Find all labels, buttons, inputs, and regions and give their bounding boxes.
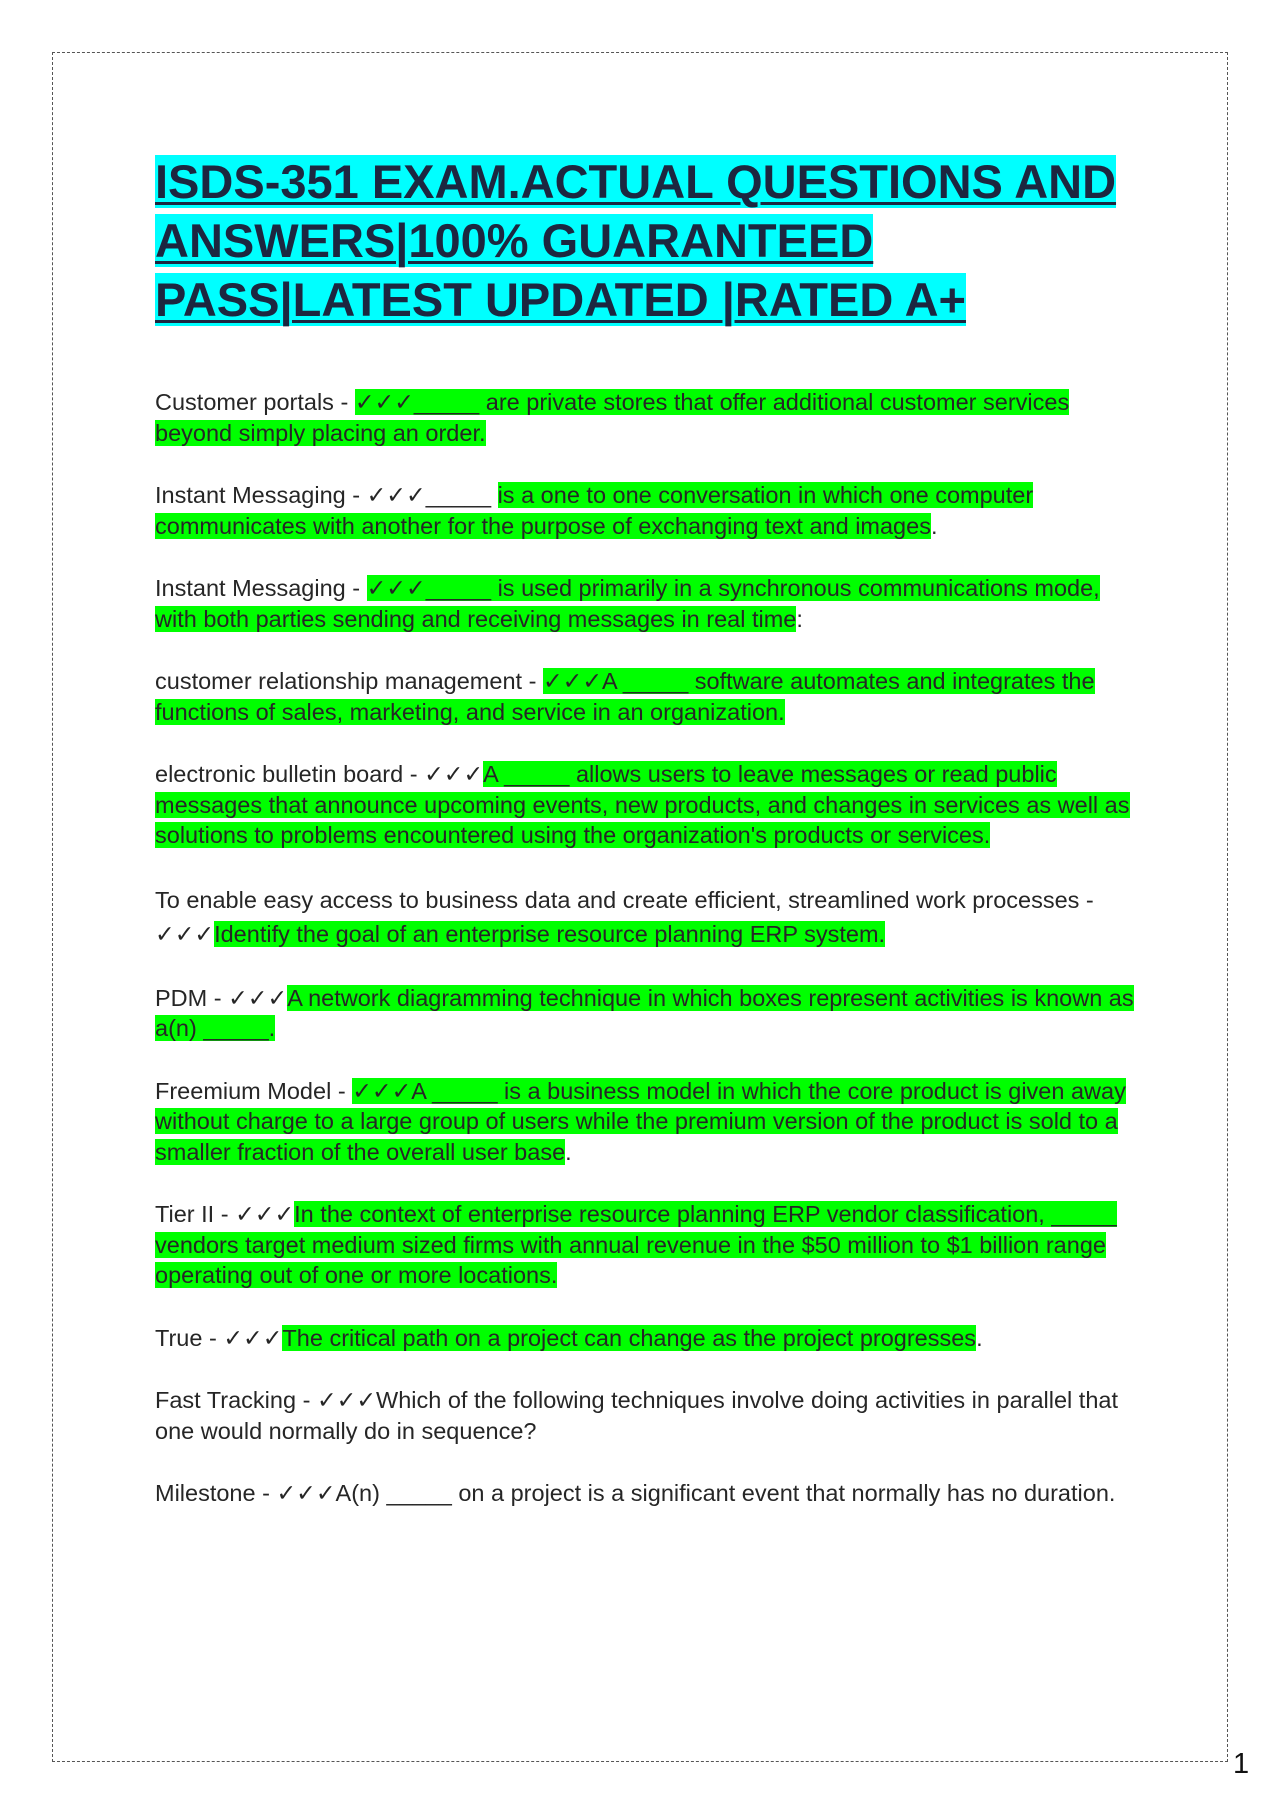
qa-item-true bbox=[155, 1323, 1135, 1354]
qa-term: Freemium Model - bbox=[155, 1077, 353, 1104]
qa-item-erp-goal bbox=[155, 883, 1135, 951]
check-marks: ✓✓✓ bbox=[235, 1201, 295, 1227]
qa-item-tier-ii bbox=[155, 1199, 1135, 1291]
qa-answer-highlight: Identify the goal of an enterprise resource planning ERP system. bbox=[214, 920, 886, 947]
qa-item-bulletin-board bbox=[155, 759, 1135, 851]
qa-item-milestone bbox=[155, 1478, 1135, 1509]
check-marks: ✓✓✓ bbox=[316, 1387, 377, 1413]
qa-term: True - bbox=[155, 1324, 224, 1351]
check-marks: ✓✓✓ bbox=[228, 984, 288, 1011]
check-marks: ✓✓✓ bbox=[366, 482, 426, 508]
qa-item-freemium bbox=[155, 1076, 1135, 1168]
check-marks: ✓✓✓ bbox=[155, 920, 215, 947]
document-title-text: ISDS-351 EXAM.ACTUAL QUESTIONS AND ANSWERS|100% GUARANTEED PASS|LATEST UPDATED |RATED A+ bbox=[155, 155, 1117, 326]
qa-item-crm bbox=[155, 666, 1135, 727]
check-marks: ✓✓✓ bbox=[223, 1324, 283, 1351]
qa-plain-text: Which of the following techniques involve doing activities in parallel that one would normally do in sequence? bbox=[155, 1387, 1118, 1444]
check-marks: ✓✓✓ bbox=[276, 1480, 336, 1506]
check-marks: ✓✓✓ bbox=[366, 575, 426, 601]
qa-term: Fast Tracking - bbox=[155, 1387, 317, 1413]
qa-term: customer relationship management - bbox=[155, 668, 543, 694]
qa-plain-text: _____ bbox=[425, 482, 498, 508]
qa-item-instant-messaging-1 bbox=[155, 480, 1135, 541]
qa-item-instant-messaging-2 bbox=[155, 573, 1135, 634]
qa-answer-highlight: A _____ is a business model in which the core product is given away without charge to a large group of users while the premium version of the product is sold to a smaller fraction of the overall user base bbox=[155, 1077, 1126, 1165]
qa-term: Instant Messaging - bbox=[155, 482, 367, 508]
qa-term: To enable easy access to business data and create efficient, streamlined work processes - bbox=[155, 886, 1094, 913]
qa-term: Tier II - bbox=[155, 1201, 236, 1227]
qa-answer-highlight: In the context of enterprise resource planning ERP vendor classification, _____ vendors target medium sized firms with annual revenue in the $50 million to $1 billion range operating out of one or more locations. bbox=[155, 1201, 1117, 1288]
qa-answer-highlight: A network diagramming technique in which boxes represent activities is known as a(n) _____. bbox=[155, 984, 1134, 1041]
qa-list bbox=[155, 387, 1135, 1509]
document-body bbox=[155, 152, 1135, 1541]
check-marks: ✓✓✓ bbox=[352, 1077, 412, 1104]
qa-term: Customer portals - bbox=[155, 389, 355, 415]
qa-plain-text: A(n) _____ on a project is a significant event that normally has no duration. bbox=[335, 1480, 1116, 1506]
qa-term: Milestone - bbox=[155, 1480, 277, 1506]
check-marks: ✓✓✓ bbox=[424, 761, 484, 787]
qa-answer-highlight: A _____ allows users to leave messages or read public messages that announce upcoming events, new products, and changes in services as well as solutions to problems encountered using the organization's products or services. bbox=[155, 761, 1130, 848]
qa-item-customer-portals bbox=[155, 387, 1135, 448]
qa-answer-highlight: _____ are private stores that offer additional customer services beyond simply placing an order. bbox=[155, 389, 1070, 446]
qa-tail: . bbox=[930, 512, 938, 539]
check-marks: ✓✓✓ bbox=[542, 668, 603, 694]
page-number: 1 bbox=[1233, 1748, 1250, 1780]
qa-term: electronic bulletin board - bbox=[155, 761, 425, 787]
qa-answer-highlight: The critical path on a project can change as the project progresses bbox=[282, 1324, 977, 1351]
qa-term: Instant Messaging - bbox=[155, 575, 367, 601]
document-title bbox=[155, 152, 1135, 329]
qa-tail: . bbox=[976, 1324, 983, 1351]
qa-tail: . bbox=[565, 1138, 572, 1165]
qa-answer-highlight: A _____ software automates and integrates the functions of sales, marketing, and service in an organization. bbox=[155, 668, 1095, 725]
qa-tail: : bbox=[796, 605, 803, 632]
check-marks: ✓✓✓ bbox=[354, 389, 414, 415]
qa-item-pdm bbox=[155, 983, 1135, 1044]
qa-answer-highlight: _____ is used primarily in a synchronous communications mode, with both parties sending and receiving messages in real time bbox=[155, 575, 1100, 632]
qa-answer-highlight: is a one to one conversation in which one computer communicates with another for the purpose of exchanging text and images bbox=[155, 482, 1034, 539]
qa-item-fast-tracking bbox=[155, 1385, 1135, 1446]
qa-term: PDM - bbox=[155, 984, 229, 1011]
